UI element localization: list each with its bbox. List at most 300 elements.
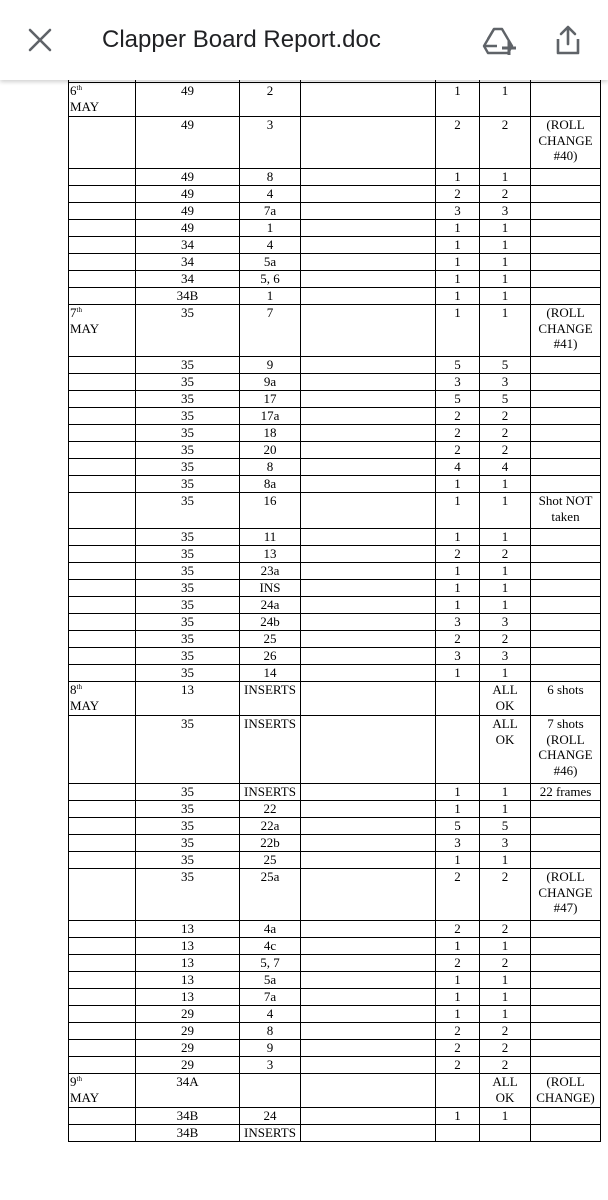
- count-cell: 3: [480, 374, 531, 391]
- note-cell: [531, 357, 601, 374]
- scene-cell: 35: [136, 648, 240, 665]
- count-cell: [436, 682, 480, 716]
- count-cell: 1: [480, 271, 531, 288]
- note-cell: [531, 852, 601, 869]
- take-cell: 3: [240, 117, 301, 169]
- count-cell: 1: [480, 254, 531, 271]
- scene-cell: 29: [136, 1040, 240, 1057]
- table-row: [69, 972, 601, 989]
- count-cell: 1: [436, 938, 480, 955]
- blank-cell: [301, 476, 436, 493]
- blank-cell: [301, 374, 436, 391]
- take-cell: 5a: [240, 254, 301, 271]
- note-cell: [531, 425, 601, 442]
- blank-cell: [301, 972, 436, 989]
- table-row: [69, 220, 601, 237]
- note-cell: [531, 391, 601, 408]
- note-cell: [531, 203, 601, 220]
- count-cell: 2: [436, 546, 480, 563]
- scene-cell: 35: [136, 442, 240, 459]
- blank-cell: [301, 1074, 436, 1108]
- note-cell: [531, 955, 601, 972]
- date-cell: [69, 835, 136, 852]
- table-row: [69, 408, 601, 425]
- date-month: MAY: [70, 1089, 100, 1105]
- date-cell: [69, 682, 136, 716]
- date-day: 6: [70, 83, 77, 98]
- blank-cell: [301, 563, 436, 580]
- count-cell: 1: [436, 220, 480, 237]
- date-cell: [69, 1057, 136, 1074]
- date-cell: [69, 852, 136, 869]
- count-cell: 1: [480, 801, 531, 818]
- take-cell: 1: [240, 220, 301, 237]
- date-cell: [69, 374, 136, 391]
- note-cell: [531, 1006, 601, 1023]
- scene-cell: 35: [136, 374, 240, 391]
- table-row: [69, 546, 601, 563]
- scene-cell: 35: [136, 852, 240, 869]
- count-cell: 1: [480, 237, 531, 254]
- count-cell: 1: [436, 288, 480, 305]
- count-cell: 2: [436, 869, 480, 921]
- blank-cell: [301, 391, 436, 408]
- count-cell: 1: [436, 271, 480, 288]
- date-cell: [69, 580, 136, 597]
- blank-cell: [301, 254, 436, 271]
- table-row: [69, 203, 601, 220]
- table-row: [69, 682, 601, 716]
- date-cell: [69, 631, 136, 648]
- take-cell: 5, 7: [240, 955, 301, 972]
- date-cell: [69, 801, 136, 818]
- count-cell: 1: [480, 83, 531, 117]
- date-cell: [69, 203, 136, 220]
- note-cell: [531, 614, 601, 631]
- table-row: [69, 989, 601, 1006]
- blank-cell: [301, 546, 436, 563]
- take-cell: 8: [240, 459, 301, 476]
- scene-cell: 49: [136, 169, 240, 186]
- add-to-drive-button[interactable]: [480, 22, 520, 62]
- scene-cell: 35: [136, 476, 240, 493]
- blank-cell: [301, 220, 436, 237]
- count-cell: [436, 1125, 480, 1142]
- blank-cell: [301, 818, 436, 835]
- note-cell: [531, 271, 601, 288]
- note-cell: [531, 580, 601, 597]
- date-cell: [69, 305, 136, 357]
- take-cell: INSERTS: [240, 682, 301, 716]
- scene-cell: 13: [136, 921, 240, 938]
- date-suffix: th: [76, 1075, 82, 1083]
- date-cell: [69, 254, 136, 271]
- date-cell: [69, 271, 136, 288]
- date-suffix: th: [76, 84, 82, 92]
- date-cell: [69, 288, 136, 305]
- blank-cell: [301, 869, 436, 921]
- table-row: [69, 459, 601, 476]
- blank-cell: [301, 186, 436, 203]
- table-row: [69, 493, 601, 529]
- count-cell: 2: [480, 408, 531, 425]
- count-cell: 1: [480, 580, 531, 597]
- take-cell: 4a: [240, 921, 301, 938]
- note-cell: [531, 442, 601, 459]
- note-cell: [531, 1040, 601, 1057]
- table-row: [69, 1108, 601, 1125]
- blank-cell: [301, 203, 436, 220]
- take-cell: 7: [240, 305, 301, 357]
- share-icon: [554, 24, 582, 56]
- scene-cell: 35: [136, 580, 240, 597]
- count-cell: 3: [480, 835, 531, 852]
- count-cell: 2: [480, 921, 531, 938]
- blank-cell: [301, 614, 436, 631]
- document-title: Clapper Board Report.doc: [102, 26, 381, 53]
- count-cell: ALL OK: [480, 1074, 531, 1108]
- scene-cell: 13: [136, 682, 240, 716]
- date-suffix: th: [76, 683, 82, 691]
- count-cell: 2: [436, 408, 480, 425]
- table-row: [69, 1074, 601, 1108]
- take-cell: 8a: [240, 476, 301, 493]
- scene-cell: 49: [136, 117, 240, 169]
- scene-cell: 35: [136, 563, 240, 580]
- count-cell: 1: [436, 169, 480, 186]
- date-cell: [69, 1006, 136, 1023]
- blank-cell: [301, 169, 436, 186]
- date-cell: [69, 938, 136, 955]
- note-cell: [531, 546, 601, 563]
- blank-cell: [301, 1057, 436, 1074]
- note-cell: [531, 631, 601, 648]
- blank-cell: [301, 938, 436, 955]
- scene-cell: 35: [136, 305, 240, 357]
- scene-cell: 34B: [136, 1125, 240, 1142]
- note-cell: [531, 938, 601, 955]
- clapper-report-table: [68, 56, 601, 1142]
- count-cell: 1: [436, 476, 480, 493]
- scene-cell: 35: [136, 546, 240, 563]
- count-cell: 3: [480, 648, 531, 665]
- scene-cell: 13: [136, 972, 240, 989]
- scene-cell: 35: [136, 631, 240, 648]
- date-cell: [69, 869, 136, 921]
- note-cell: [531, 835, 601, 852]
- scene-cell: 13: [136, 989, 240, 1006]
- take-cell: 8: [240, 1023, 301, 1040]
- scene-cell: 35: [136, 869, 240, 921]
- count-cell: [480, 1125, 531, 1142]
- blank-cell: [301, 665, 436, 682]
- table-row: [69, 442, 601, 459]
- count-cell: 1: [480, 288, 531, 305]
- scene-cell: 35: [136, 597, 240, 614]
- scene-cell: 35: [136, 614, 240, 631]
- date-cell: [69, 220, 136, 237]
- add-to-drive-icon: [483, 27, 517, 57]
- date-cell: [69, 442, 136, 459]
- note-cell: [531, 83, 601, 117]
- note-cell: [531, 374, 601, 391]
- table-row: [69, 1125, 601, 1142]
- count-cell: 3: [436, 203, 480, 220]
- take-cell: 8: [240, 169, 301, 186]
- count-cell: ALL OK: [480, 716, 531, 784]
- count-cell: 1: [436, 801, 480, 818]
- date-cell: [69, 529, 136, 546]
- table-row: [69, 186, 601, 203]
- table-row: [69, 835, 601, 852]
- table-row: [69, 305, 601, 357]
- scene-cell: 49: [136, 83, 240, 117]
- count-cell: 1: [436, 1108, 480, 1125]
- count-cell: 4: [480, 459, 531, 476]
- scene-cell: 35: [136, 801, 240, 818]
- note-cell: [531, 1125, 601, 1142]
- note-cell: [531, 1108, 601, 1125]
- note-cell: [531, 921, 601, 938]
- count-cell: 1: [436, 784, 480, 801]
- date-cell: [69, 818, 136, 835]
- date-cell: [69, 459, 136, 476]
- count-cell: 3: [436, 835, 480, 852]
- note-cell: [531, 408, 601, 425]
- count-cell: 2: [480, 546, 531, 563]
- table-row: [69, 83, 601, 117]
- document-page[interactable]: [68, 56, 595, 1200]
- take-cell: 7a: [240, 203, 301, 220]
- take-cell: 25: [240, 631, 301, 648]
- take-cell: 22a: [240, 818, 301, 835]
- take-cell: 3: [240, 1057, 301, 1074]
- scene-cell: 29: [136, 1057, 240, 1074]
- count-cell: 5: [436, 818, 480, 835]
- count-cell: 1: [436, 597, 480, 614]
- count-cell: 2: [480, 1040, 531, 1057]
- take-cell: 26: [240, 648, 301, 665]
- blank-cell: [301, 1023, 436, 1040]
- note-cell: 7 shots (ROLL CHANGE #46): [531, 716, 601, 784]
- count-cell: 1: [480, 563, 531, 580]
- date-month: MAY: [70, 320, 100, 336]
- blank-cell: [301, 237, 436, 254]
- count-cell: 1: [436, 1006, 480, 1023]
- note-cell: [531, 818, 601, 835]
- take-cell: 24b: [240, 614, 301, 631]
- date-cell: [69, 476, 136, 493]
- scene-cell: 34B: [136, 288, 240, 305]
- take-cell: 4: [240, 237, 301, 254]
- scene-cell: 34A: [136, 1074, 240, 1108]
- note-cell: [531, 597, 601, 614]
- count-cell: 2: [436, 955, 480, 972]
- scene-cell: 35: [136, 835, 240, 852]
- take-cell: 20: [240, 442, 301, 459]
- take-cell: 11: [240, 529, 301, 546]
- count-cell: 5: [480, 357, 531, 374]
- scene-cell: 49: [136, 186, 240, 203]
- date-cell: [69, 169, 136, 186]
- table-row: [69, 818, 601, 835]
- take-cell: INS: [240, 580, 301, 597]
- scene-cell: 35: [136, 391, 240, 408]
- blank-cell: [301, 921, 436, 938]
- date-cell: [69, 1023, 136, 1040]
- table-row: [69, 614, 601, 631]
- blank-cell: [301, 989, 436, 1006]
- date-month: MAY: [70, 98, 100, 114]
- date-cell: [69, 1040, 136, 1057]
- count-cell: 3: [480, 203, 531, 220]
- note-cell: (ROLL CHANGE #40): [531, 117, 601, 169]
- date-cell: [69, 614, 136, 631]
- table-row: [69, 631, 601, 648]
- take-cell: 4: [240, 1006, 301, 1023]
- count-cell: 1: [480, 220, 531, 237]
- take-cell: 9: [240, 1040, 301, 1057]
- count-cell: 1: [436, 529, 480, 546]
- count-cell: 3: [436, 648, 480, 665]
- count-cell: 2: [436, 921, 480, 938]
- note-cell: (ROLL CHANGE): [531, 1074, 601, 1108]
- table-row: [69, 938, 601, 955]
- count-cell: 1: [436, 665, 480, 682]
- table-row: [69, 1006, 601, 1023]
- table-row: [69, 117, 601, 169]
- scene-cell: 49: [136, 220, 240, 237]
- count-cell: 2: [480, 631, 531, 648]
- take-cell: 25: [240, 852, 301, 869]
- table-row: [69, 801, 601, 818]
- note-cell: [531, 237, 601, 254]
- count-cell: 1: [480, 493, 531, 529]
- date-cell: [69, 425, 136, 442]
- date-cell: [69, 117, 136, 169]
- count-cell: 2: [480, 442, 531, 459]
- blank-cell: [301, 288, 436, 305]
- date-cell: [69, 1125, 136, 1142]
- date-cell: [69, 563, 136, 580]
- scene-cell: 35: [136, 818, 240, 835]
- count-cell: 5: [480, 818, 531, 835]
- blank-cell: [301, 1125, 436, 1142]
- scene-cell: 49: [136, 203, 240, 220]
- date-cell: [69, 665, 136, 682]
- table-row: [69, 237, 601, 254]
- count-cell: 1: [436, 989, 480, 1006]
- table-row: [69, 254, 601, 271]
- count-cell: 2: [480, 955, 531, 972]
- take-cell: 18: [240, 425, 301, 442]
- table-row: [69, 648, 601, 665]
- take-cell: 2: [240, 83, 301, 117]
- scene-cell: 29: [136, 1023, 240, 1040]
- report-body: [69, 57, 601, 1142]
- take-cell: 17a: [240, 408, 301, 425]
- note-cell: [531, 476, 601, 493]
- date-month: MAY: [70, 697, 100, 713]
- count-cell: 2: [436, 1040, 480, 1057]
- date-day: 8: [70, 682, 77, 697]
- table-row: [69, 391, 601, 408]
- count-cell: 1: [480, 938, 531, 955]
- table-row: [69, 476, 601, 493]
- blank-cell: [301, 648, 436, 665]
- blank-cell: [301, 271, 436, 288]
- take-cell: 7a: [240, 989, 301, 1006]
- take-cell: 9a: [240, 374, 301, 391]
- table-row: [69, 374, 601, 391]
- note-cell: [531, 220, 601, 237]
- date-cell: [69, 357, 136, 374]
- take-cell: 4: [240, 186, 301, 203]
- scene-cell: 34B: [136, 1108, 240, 1125]
- scene-cell: 34: [136, 271, 240, 288]
- table-row: [69, 580, 601, 597]
- count-cell: 2: [436, 186, 480, 203]
- count-cell: 1: [480, 852, 531, 869]
- date-day: 7: [70, 305, 77, 320]
- blank-cell: [301, 682, 436, 716]
- close-button[interactable]: [22, 22, 58, 58]
- blank-cell: [301, 305, 436, 357]
- blank-cell: [301, 442, 436, 459]
- count-cell: 1: [480, 1108, 531, 1125]
- count-cell: 2: [480, 1023, 531, 1040]
- table-row: [69, 563, 601, 580]
- take-cell: 24a: [240, 597, 301, 614]
- count-cell: 2: [480, 425, 531, 442]
- count-cell: 1: [480, 665, 531, 682]
- count-cell: 1: [480, 1006, 531, 1023]
- note-cell: [531, 989, 601, 1006]
- count-cell: 1: [480, 784, 531, 801]
- count-cell: 1: [436, 563, 480, 580]
- count-cell: 1: [480, 476, 531, 493]
- blank-cell: [301, 529, 436, 546]
- count-cell: 3: [436, 374, 480, 391]
- date-cell: [69, 955, 136, 972]
- take-cell: 13: [240, 546, 301, 563]
- count-cell: 2: [480, 117, 531, 169]
- count-cell: 1: [436, 237, 480, 254]
- table-row: [69, 597, 601, 614]
- date-cell: [69, 391, 136, 408]
- take-cell: 17: [240, 391, 301, 408]
- note-cell: [531, 459, 601, 476]
- blank-cell: [301, 955, 436, 972]
- count-cell: 1: [480, 529, 531, 546]
- note-cell: [531, 801, 601, 818]
- count-cell: 2: [480, 186, 531, 203]
- count-cell: 1: [436, 83, 480, 117]
- date-cell: [69, 546, 136, 563]
- table-row: [69, 955, 601, 972]
- blank-cell: [301, 784, 436, 801]
- scene-cell: 13: [136, 955, 240, 972]
- note-cell: [531, 972, 601, 989]
- table-row: [69, 169, 601, 186]
- count-cell: 2: [436, 442, 480, 459]
- table-row: [69, 271, 601, 288]
- count-cell: 1: [480, 972, 531, 989]
- blank-cell: [301, 425, 436, 442]
- take-cell: 5a: [240, 972, 301, 989]
- note-cell: [531, 1057, 601, 1074]
- share-button[interactable]: [548, 20, 588, 60]
